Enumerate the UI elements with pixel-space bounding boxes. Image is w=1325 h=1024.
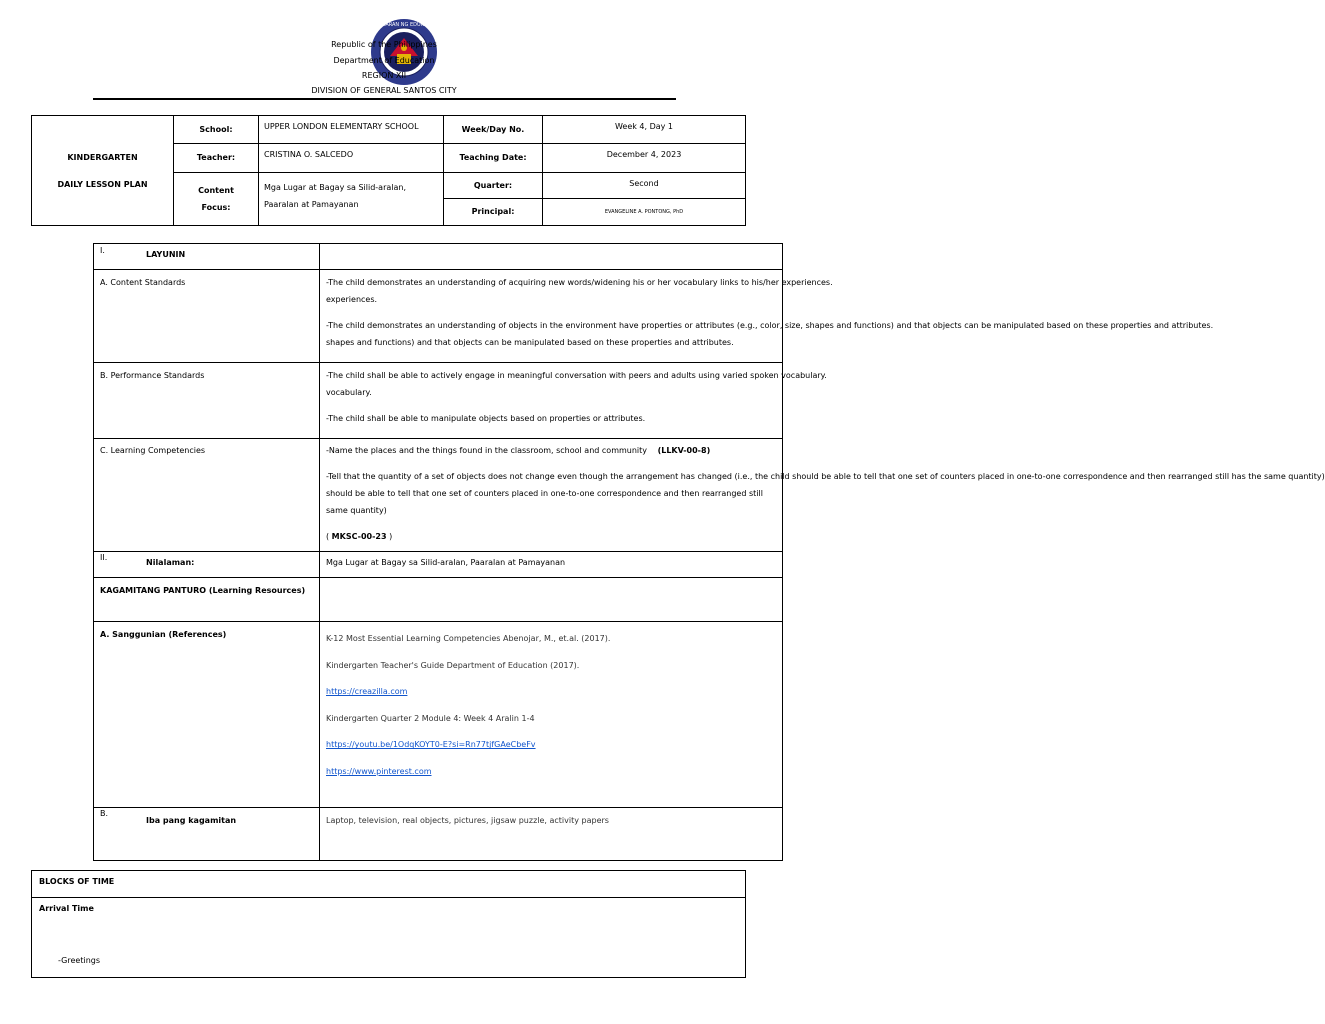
content-standard-2: -The child demonstrates an understanding of objects in the environment have properties or attributes (e.g., color, size, shapes and functions) and that objects can be manipulated based on these properties and attributes. bbox=[326, 321, 1214, 330]
performance-standard-2: -The child shall be able to manipulate objects based on properties or attributes. bbox=[326, 414, 646, 423]
reference-2: Kindergarten Teacher's Guide Department of Education (2017). bbox=[326, 660, 580, 670]
content-number: II. bbox=[100, 553, 108, 562]
objectives-number: I. bbox=[100, 246, 105, 255]
other-materials-heading: Iba pang kagamitan bbox=[146, 816, 237, 825]
other-materials-cell bbox=[94, 808, 320, 861]
objectives-empty bbox=[320, 244, 783, 270]
objectives-heading: LAYUNIN bbox=[146, 250, 186, 259]
reference-6-link[interactable]: https://www.pinterest.com bbox=[326, 766, 432, 776]
teacher-label: Teacher: bbox=[174, 144, 259, 172]
content-value: Mga Lugar at Bagay sa Silid-aralan, Paaralan at Pamayanan bbox=[320, 552, 783, 578]
date-label: Teaching Date: bbox=[444, 144, 543, 172]
performance-standards-label: B. Performance Standards bbox=[94, 363, 320, 439]
header-divider bbox=[93, 98, 676, 100]
performance-standards-cell: -The child shall be able to actively engage in meaningful conversation with peers and adults using varied spoken vocabulary. vocabulary. -The child shall be able to manipulate objects based on properties or attributes. bbox=[320, 363, 783, 439]
reference-1: K-12 Most Essential Learning Competencies Abenojar, M., et.al. (2017). bbox=[326, 634, 611, 643]
competency-1-code: (LLKV-00-8) bbox=[657, 446, 711, 455]
competency-2-code-open: ( bbox=[326, 532, 332, 541]
content-focus-label-2: Focus: bbox=[201, 202, 231, 212]
resources-empty bbox=[320, 578, 783, 622]
greetings-item: -Greetings bbox=[58, 956, 101, 965]
arrival-time-cell bbox=[32, 898, 746, 978]
content-cell bbox=[94, 552, 320, 578]
svg-text:KAGAWARAN NG EDUKASYON: KAGAWARAN NG EDUKASYON bbox=[367, 22, 441, 28]
competencies-label: C. Learning Competencies bbox=[94, 439, 320, 552]
content-focus-value bbox=[259, 172, 444, 226]
content-focus-value-1: Mga Lugar at Bagay sa Silid-aralan, bbox=[264, 182, 407, 192]
reference-3-link[interactable]: https://creazilla.com bbox=[326, 687, 408, 697]
arrival-time-heading: Arrival Time bbox=[39, 904, 94, 913]
header-department: Department of Education bbox=[333, 56, 435, 65]
content-focus-label-1: Content bbox=[198, 185, 234, 195]
references-label: A. Sanggunian (References) bbox=[94, 622, 320, 808]
reference-5-link[interactable]: https://youtu.be/1OdqKOYT0-E?si=Rn77tjfGAeCbeFv bbox=[326, 740, 536, 750]
plan-title-cell bbox=[32, 116, 174, 226]
week-value: Week 4, Day 1 bbox=[543, 116, 746, 144]
other-materials-number: B. bbox=[100, 809, 109, 818]
content-standard-1: -The child demonstrates an understanding of acquiring new words/widening his or her vocabulary links to his/her experiences. bbox=[326, 278, 833, 287]
blocks-of-time-table bbox=[31, 870, 746, 978]
competency-2-code-close: ) bbox=[386, 532, 393, 541]
objectives-cell bbox=[94, 244, 320, 270]
competency-1: -Name the places and the things found in the classroom, school and community bbox=[326, 446, 648, 455]
plan-title-kindergarten: KINDERGARTEN bbox=[67, 152, 138, 162]
content-standards-label: A. Content Standards bbox=[94, 270, 320, 363]
plan-title-dlp: DAILY LESSON PLAN bbox=[57, 179, 148, 189]
competencies-cell: -Name the places and the things found in the classroom, school and community (LLKV-00-8) -Tell that the quantity of a set of objects does not change even though the arrangement has changed (i.e., the child should be able to tell that one set of counters placed in one-to-one correspondence and then rearranged still has the same quantity) should be able to tell that one set of counters placed in one-to-one correspondence and then rearranged still same quantity) ( MKSC-00-23 ) bbox=[320, 439, 783, 552]
competency-2: -Tell that the quantity of a set of objects does not change even though the arrangement has changed (i.e., the child should be able to tell that one set of counters placed in one-to-one correspondence and then rearranged still has the same quantity) bbox=[326, 472, 1325, 481]
performance-standard-1: -The child shall be able to actively engage in meaningful conversation with peers and adults using varied spoken vocabulary. bbox=[326, 371, 827, 380]
references-cell bbox=[320, 622, 783, 808]
content-focus-label bbox=[174, 172, 259, 226]
reference-4: Kindergarten Quarter 2 Module 4: Week 4 Aralin 1-4 bbox=[326, 713, 535, 723]
quarter-value: Second bbox=[543, 172, 746, 198]
content-standards-cell: -The child demonstrates an understanding of acquiring new words/widening his or her vocabulary links to his/her experiences. experiences. -The child demonstrates an understanding of objects in the environment have properties or attributes (e.g., color, size, shapes and functions) and that objects can be manipulated based on these properties and attributes. shapes and functions) and that objects can be manipulated based on these properties and attributes. bbox=[320, 270, 783, 363]
week-label: Week/Day No. bbox=[444, 116, 543, 144]
content-heading: Nilalaman: bbox=[146, 558, 195, 567]
school-label: School: bbox=[174, 116, 259, 144]
lesson-plan-table bbox=[93, 243, 1325, 861]
resources-label: KAGAMITANG PANTURO (Learning Resources) bbox=[94, 578, 320, 622]
teacher-value: CRISTINA O. SALCEDO bbox=[259, 144, 444, 172]
principal-label: Principal: bbox=[444, 198, 543, 225]
header-division: DIVISION OF GENERAL SANTOS CITY bbox=[311, 86, 457, 95]
quarter-label: Quarter: bbox=[444, 172, 543, 198]
lesson-info-table bbox=[31, 115, 746, 226]
header-region: REGION XII bbox=[361, 71, 407, 80]
other-materials-value: Laptop, television, real objects, pictures, jigsaw puzzle, activity papers bbox=[320, 808, 783, 861]
blocks-of-time-heading: BLOCKS OF TIME bbox=[32, 871, 746, 898]
principal-value: EVANGELINE A. PONTONG, PhD bbox=[543, 198, 746, 225]
header-country: Republic of the Philippines bbox=[331, 40, 437, 49]
competency-2-code: MKSC-00-23 bbox=[331, 532, 387, 541]
date-value: December 4, 2023 bbox=[543, 144, 746, 172]
content-focus-value-2: Paaralan at Pamayanan bbox=[264, 199, 359, 209]
school-value: UPPER LONDON ELEMENTARY SCHOOL bbox=[259, 116, 444, 144]
